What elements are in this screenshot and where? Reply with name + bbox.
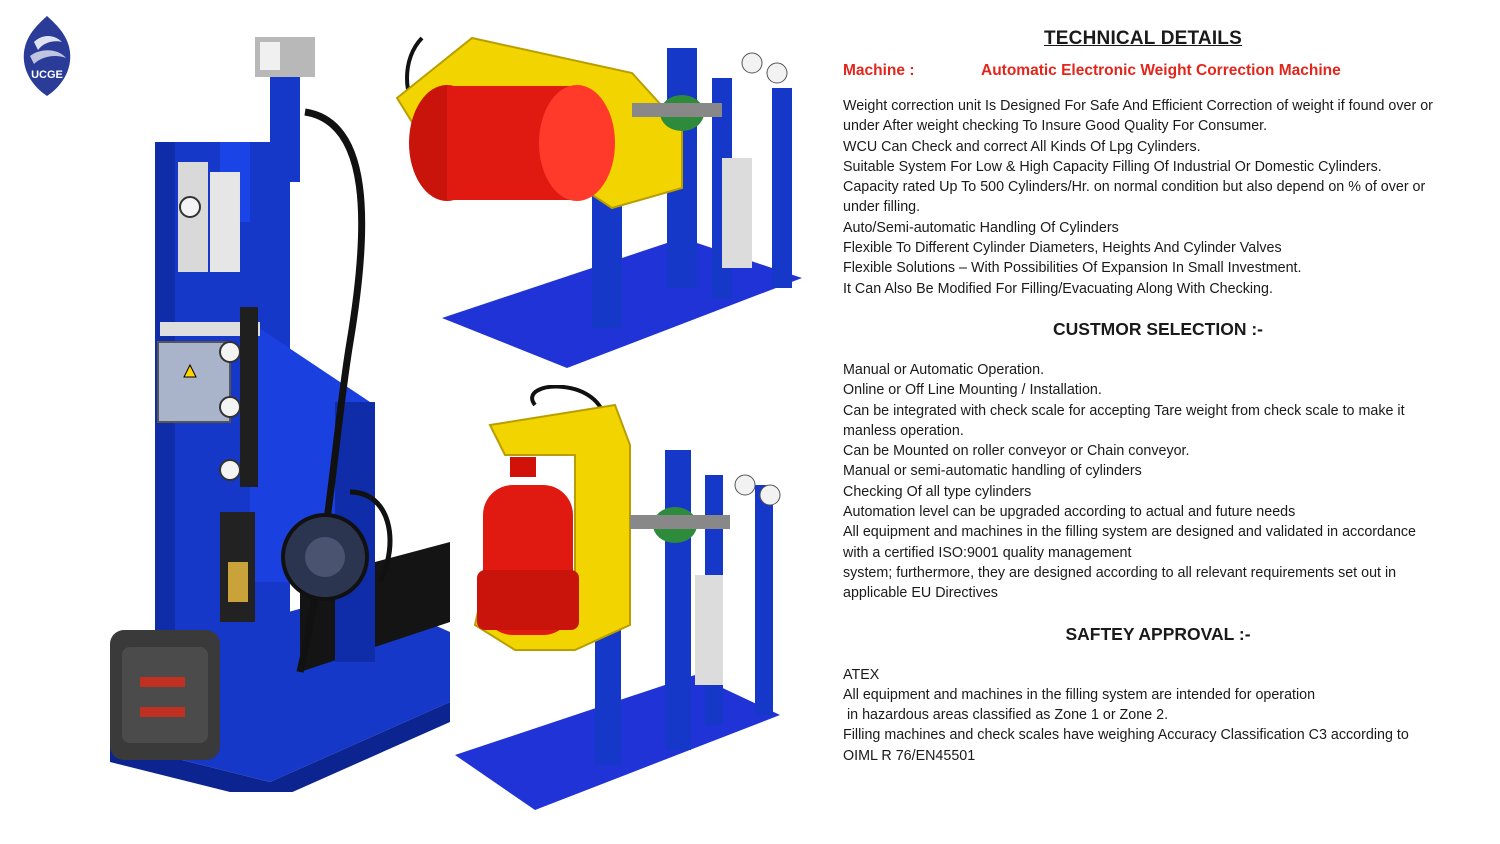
customer-line: Manual or Automatic Operation. [843, 361, 1045, 378]
customer-list [843, 360, 1443, 604]
technical-line: Auto/Semi-automatic Handling Of Cylinders [843, 219, 1119, 236]
customer-line: All equipment and machines in the filling system are designed and validated in accordance with a certified ISO:9001 quality management [843, 524, 1417, 561]
customer-line: Automation level can be upgraded according to actual and future needs [843, 504, 1296, 521]
customer-line: Can be integrated with check scale for accepting Tare weight from check scale to make it manless operation. [843, 402, 1405, 439]
technical-line: It Can Also Be Modified For Filling/Evacuating Along With Checking. [843, 280, 1273, 297]
machine-label: Machine : [843, 62, 915, 79]
safety-line: ATEX [843, 666, 880, 683]
technical-line: Suitable System For Low & High Capacity Filling Of Industrial Or Domestic Cylinders. [843, 158, 1382, 175]
technical-line: Weight correction unit Is Designed For Safe And Efficient Correction of weight if found over or under After weight checking To Insure Good Quality For Consumer. [843, 98, 1433, 135]
customer-selection-heading: CUSTMOR SELECTION :- [1053, 318, 1263, 339]
safety-approval-heading: SAFTEY APPROVAL :- [1065, 623, 1251, 644]
technical-line: WCU Can Check and correct All Kinds Of Lpg Cylinders. [843, 138, 1201, 155]
company-logo [14, 12, 80, 102]
customer-line: Can be Mounted on roller conveyor or Chain conveyor. [843, 443, 1190, 460]
technical-line: Flexible Solutions – With Possibilities Of Expansion In Small Investment. [843, 260, 1302, 277]
customer-line: Checking Of all type cylinders [843, 483, 1032, 500]
safety-list [843, 665, 1443, 766]
technical-line: Capacity rated Up To 500 Cylinders/Hr. on normal condition but also depend on % of over or under filling. [843, 179, 1426, 216]
details-panel [843, 28, 1443, 766]
machine-row [843, 62, 1443, 80]
customer-line: system; furthermore, they are designed according to all relevant requirements set out in applicable EU Directives [843, 564, 1397, 602]
cad-vertical-cylinder [455, 385, 800, 815]
safety-line: in hazardous areas classified as Zone 1 or Zone 2. [843, 707, 1169, 724]
logo-initials: UCGE [31, 69, 63, 81]
technical-details-heading: TECHNICAL DETAILS [1044, 28, 1242, 49]
safety-line: All equipment and machines in the filling system are intended for operation [843, 686, 1316, 703]
machine-name: Automatic Electronic Weight Correction Machine [981, 62, 1341, 79]
technical-list [843, 96, 1443, 299]
cad-horizontal-cylinder [382, 18, 812, 378]
technical-line: Flexible To Different Cylinder Diameters, Heights And Cylinder Valves [843, 240, 1282, 257]
customer-line: Manual or semi-automatic handling of cylinders [843, 463, 1142, 480]
safety-line: Filling machines and check scales have weighing Accuracy Classification C3 according to OIML R 76/EN45501 [843, 727, 1409, 764]
customer-line: Online or Off Line Mounting / Installation. [843, 382, 1102, 399]
